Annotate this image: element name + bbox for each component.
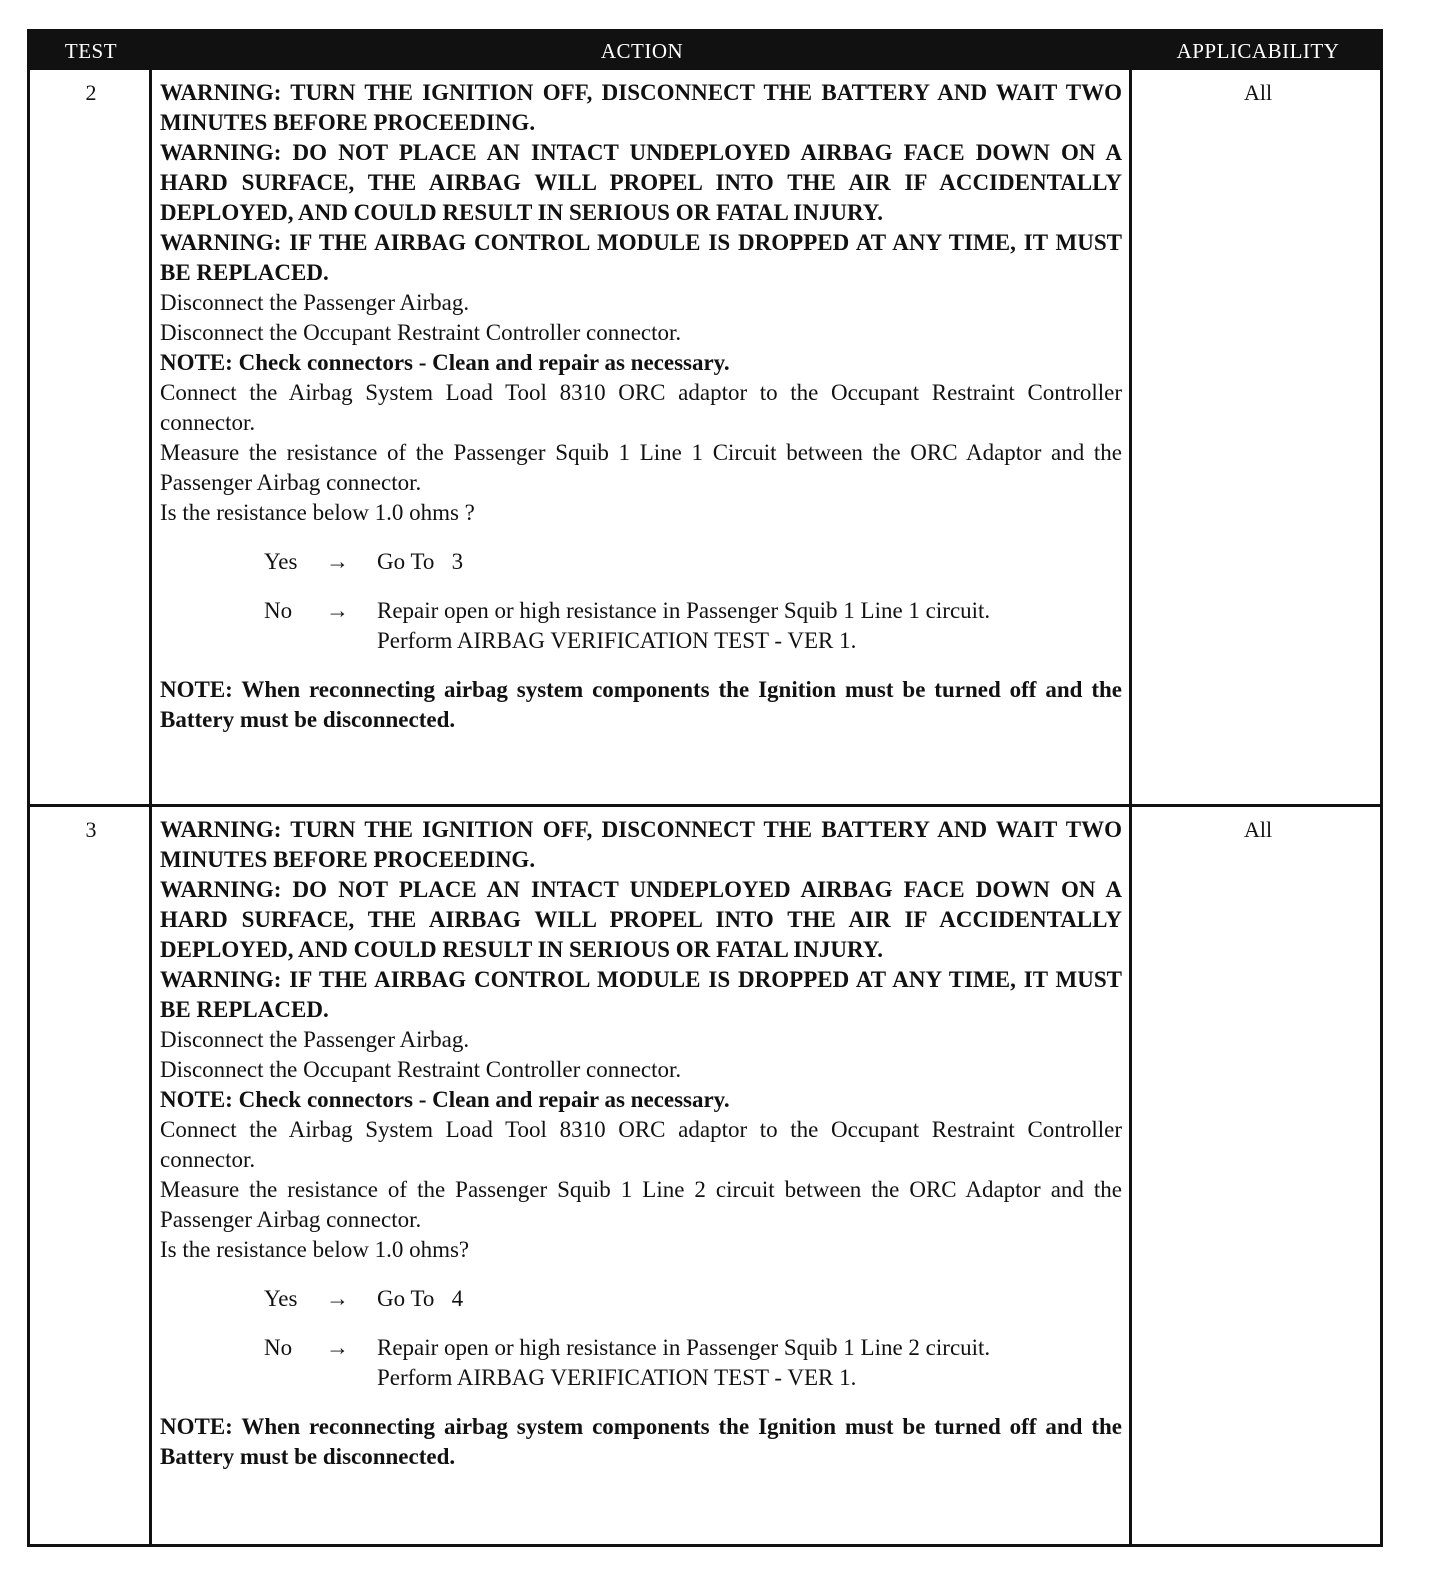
note-text: NOTE: When reconnecting airbag system components the Ignition must be turned off and the Battery must be disconnected. xyxy=(160,677,1122,732)
warning-text: WARNING: IF THE AIRBAG CONTROL MODULE IS DROPPED AT ANY TIME, IT MUST BE REPLACED. xyxy=(160,967,1122,1022)
yes-action: Go To 4 xyxy=(377,1286,464,1311)
no-action: Repair open or high resistance in Passenger Squib 1 Line 2 circuit. xyxy=(377,1335,991,1360)
step-text: Connect the Airbag System Load Tool 8310 ORC adaptor to the Occupant Restraint Controller connector. xyxy=(160,380,1122,435)
step-text: Measure the resistance of the Passenger Squib 1 Line 2 circuit between the ORC Adaptor and the Passenger Airbag connector. xyxy=(160,1177,1122,1232)
arrow-right-icon: → xyxy=(326,598,349,623)
table-row xyxy=(30,807,1380,1544)
arrow-right-icon: → xyxy=(326,1286,349,1311)
note-text: NOTE: Check connectors - Clean and repair as necessary. xyxy=(160,350,730,375)
no-action: Repair open or high resistance in Passenger Squib 1 Line 1 circuit. xyxy=(377,598,991,623)
warning-text: WARNING: TURN THE IGNITION OFF, DISCONNECT THE BATTERY AND WAIT TWO MINUTES BEFORE PROCEEDING. xyxy=(160,80,1122,135)
test-number: 2 xyxy=(85,80,97,105)
action-cell xyxy=(160,78,1122,735)
no-label: No xyxy=(264,1335,293,1360)
warning-text: WARNING: TURN THE IGNITION OFF, DISCONNECT THE BATTERY AND WAIT TWO MINUTES BEFORE PROCEEDING. xyxy=(160,817,1122,872)
step-text: Disconnect the Occupant Restraint Controller connector. xyxy=(160,1057,682,1082)
warning-text: WARNING: IF THE AIRBAG CONTROL MODULE IS DROPPED AT ANY TIME, IT MUST BE REPLACED. xyxy=(160,230,1122,285)
table-header xyxy=(30,32,1380,70)
no-branch xyxy=(264,1333,1122,1393)
warning-text: WARNING: DO NOT PLACE AN INTACT UNDEPLOYED AIRBAG FACE DOWN ON A HARD SURFACE, THE AIRBAG WILL PROPEL INTO THE AIR IF ACCIDENTALLY DEPLOYED, AND COULD RESULT IN SERIOUS OR FATAL INJURY. xyxy=(160,877,1122,962)
arrow-right-icon: → xyxy=(326,1335,349,1360)
table-row xyxy=(30,70,1380,804)
no-label: No xyxy=(264,598,293,623)
yes-label: Yes xyxy=(264,1286,298,1311)
arrow-right-icon: → xyxy=(326,549,349,574)
step-text: Disconnect the Occupant Restraint Controller connector. xyxy=(160,320,682,345)
step-text: Disconnect the Passenger Airbag. xyxy=(160,290,470,315)
step-text: Connect the Airbag System Load Tool 8310 ORC adaptor to the Occupant Restraint Controller connector. xyxy=(160,1117,1122,1172)
header-action: ACTION xyxy=(600,39,684,63)
yes-action: Go To 3 xyxy=(377,549,464,574)
applicability-value: All xyxy=(1243,80,1273,105)
diagnostic-table xyxy=(27,29,1383,1547)
note-text: NOTE: Check connectors - Clean and repair as necessary. xyxy=(160,1087,730,1112)
warning-text: WARNING: DO NOT PLACE AN INTACT UNDEPLOYED AIRBAG FACE DOWN ON A HARD SURFACE, THE AIRBAG WILL PROPEL INTO THE AIR IF ACCIDENTALLY DEPLOYED, AND COULD RESULT IN SERIOUS OR FATAL INJURY. xyxy=(160,140,1122,225)
question-text: Is the resistance below 1.0 ohms? xyxy=(160,1237,470,1262)
step-text: Disconnect the Passenger Airbag. xyxy=(160,1027,470,1052)
no-perform: Perform AIRBAG VERIFICATION TEST - VER 1. xyxy=(377,628,857,653)
yes-branch xyxy=(264,1284,1122,1314)
note-text: NOTE: When reconnecting airbag system components the Ignition must be turned off and the Battery must be disconnected. xyxy=(160,1414,1122,1469)
no-branch xyxy=(264,596,1122,656)
header-test: TEST xyxy=(64,39,118,63)
test-number: 3 xyxy=(85,817,97,842)
applicability-value: All xyxy=(1243,817,1273,842)
action-cell xyxy=(160,815,1122,1472)
yes-branch xyxy=(264,547,1122,577)
step-text: Measure the resistance of the Passenger Squib 1 Line 1 Circuit between the ORC Adaptor and the Passenger Airbag connector. xyxy=(160,440,1122,495)
question-text: Is the resistance below 1.0 ohms ? xyxy=(160,500,475,525)
no-perform: Perform AIRBAG VERIFICATION TEST - VER 1. xyxy=(377,1365,857,1390)
yes-label: Yes xyxy=(264,549,298,574)
header-applicability: APPLICABILITY xyxy=(1176,39,1340,63)
